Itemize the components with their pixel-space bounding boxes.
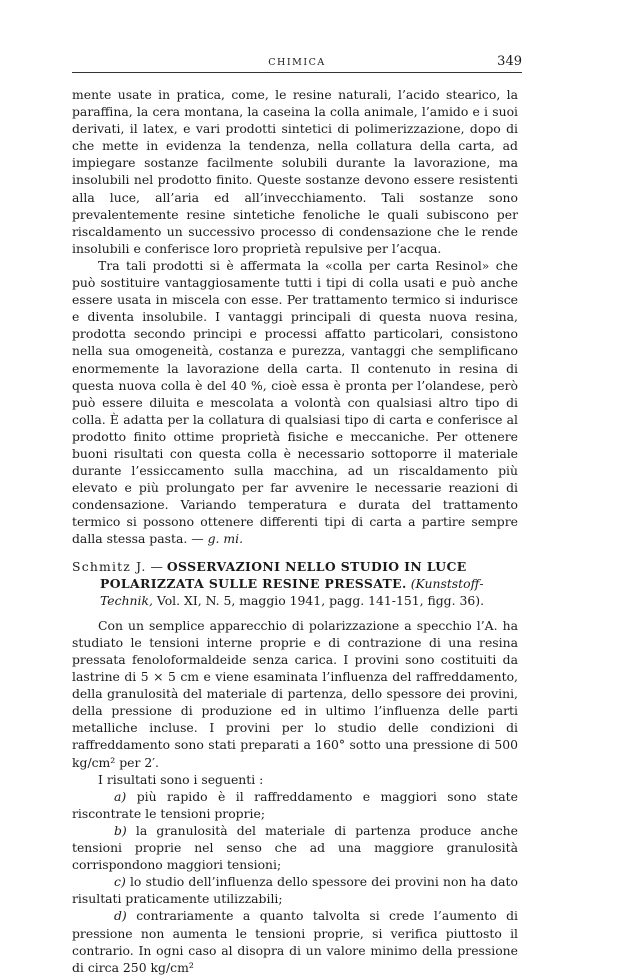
journal-name: (Kunststoff-Technik, [100, 575, 484, 608]
paragraph-text: Tra tali prodotti si è affermata la «colla per carta Resinol» che può sostituire vantaggiosamente tutti i tipi di colla usati e può anche essere usata in miscela con esse. Per trattamento termico si indurisce e diventa insolubile. I vantaggi principali di questa nuova resina, prodotta secondo principi e processi affatto particolari, consistono nella sua omogeneità, costanza e purezza, vantaggi che semplificano enormemente la lavorazione della carta. Il contenuto in resina di questa nuova colla è del 40 %, cioè essa è pronta per l’olandese, però può essere diluita e mescolata a volontà con qualsiasi altro tipo di colla. È adatta per la collatura di qualsiasi tipo di carta e conferisce al prodotto finito ottime proprietà fisiche e meccaniche. Per ottenere buoni risultati con questa colla è necessario sottoporre il materiale durante l’essiccamento sulla macchina, ad un riscaldamento più elevato e più prolungato per far avvenire le necessarie reazioni di condensazione. Variando temperatura e durata del trattamento termico si possono ottenere differenti tipi di carta a partire sempre dalla stessa pasta. [72, 257, 518, 547]
result-item [72, 822, 518, 873]
paragraph-resinol [72, 257, 518, 548]
item-text: contrariamente a quanto talvolta si crede l’aumento di pressione non aumenta le tensioni proprie, si verifica piuttosto il contrario. In ogni caso al disopra di un valore minimo della pressione di circa 250 kg/cm² [72, 908, 518, 975]
item-label: b) [114, 822, 127, 838]
item-label: a) [114, 788, 127, 804]
result-item [72, 907, 518, 975]
citation-dash: — [150, 558, 163, 574]
item-text: lo studio dell’influenza dello spessore dei provini non ha dato risultati praticamente utilizzabili; [72, 874, 518, 907]
page-body [72, 86, 518, 976]
article-title: OSSERVAZIONI NELLO STUDIO IN LUCE POLARIZZATA SULLE RESINE PRESSATE. [100, 558, 467, 591]
citation-details: Vol. XI, N. 5, maggio 1941, pagg. 141-151, figg. 36). [156, 592, 485, 608]
article-citation [72, 558, 518, 609]
page-number: 349 [497, 54, 522, 69]
author-signature: — g. mi. [191, 531, 244, 547]
result-item [72, 788, 518, 822]
item-text: la granulosità del materiale di partenza produce anche tensioni proprie nel senso che ad una maggiore granulosità corrispondono maggiori tensioni; [72, 822, 518, 873]
page-header [72, 52, 522, 73]
item-label: c) [114, 874, 126, 890]
paragraph-method: Con un semplice apparecchio di polarizzazione a specchio l’A. ha studiato le tensioni interne proprie e di contrazione di una resina pressata fenoloformaldeide senza carica. I provini sono costituiti da lastrine di 5 × 5 cm e viene esaminata l’influenza del raffreddamento, della granulosità del materiale di partenza, dello spessore dei provini, della pressione di produzione ed in ultimo l’influenza delle parti metalliche incluse. I provini per lo studio delle condizioni di raffreddamento sono stati preparati a 160° sotto una pressione di 500 kg/cm² per 2′. [72, 617, 518, 770]
result-item [72, 873, 518, 907]
item-text: più rapido è il raffreddamento e maggiori sono state riscontrate le tensioni proprie; [72, 788, 518, 821]
paragraph-continuation: mente usate in pratica, come, le resine naturali, l’acido stearico, la paraffina, la cera montana, la caseina la colla animale, l’amido e i suoi derivati, il latex, e vari prodotti sintetici di polimerizzazione, dopo di che mette in evidenza la tendenza, nella collatura della carta, ad impiegare sostanze facilmente solubili durante la lavorazione, ma insolubili nel prodotto finito. Queste sostanze devono essere resistenti alla luce, all’aria ed all’invecchiamento. Tali sostanze sono prevalentemente resine sintetiche fenoliche le quali subiscono per riscaldamento un successivo processo di condensazione che le rende insolubili e conferisce loro proprietà repulsive per l’acqua. [72, 87, 518, 256]
running-title: CHIMICA [268, 57, 326, 68]
paragraph-results-intro: I risultati sono i seguenti : [98, 771, 264, 787]
article-author: Schmitz J. [72, 558, 147, 574]
item-label: d) [114, 908, 127, 924]
